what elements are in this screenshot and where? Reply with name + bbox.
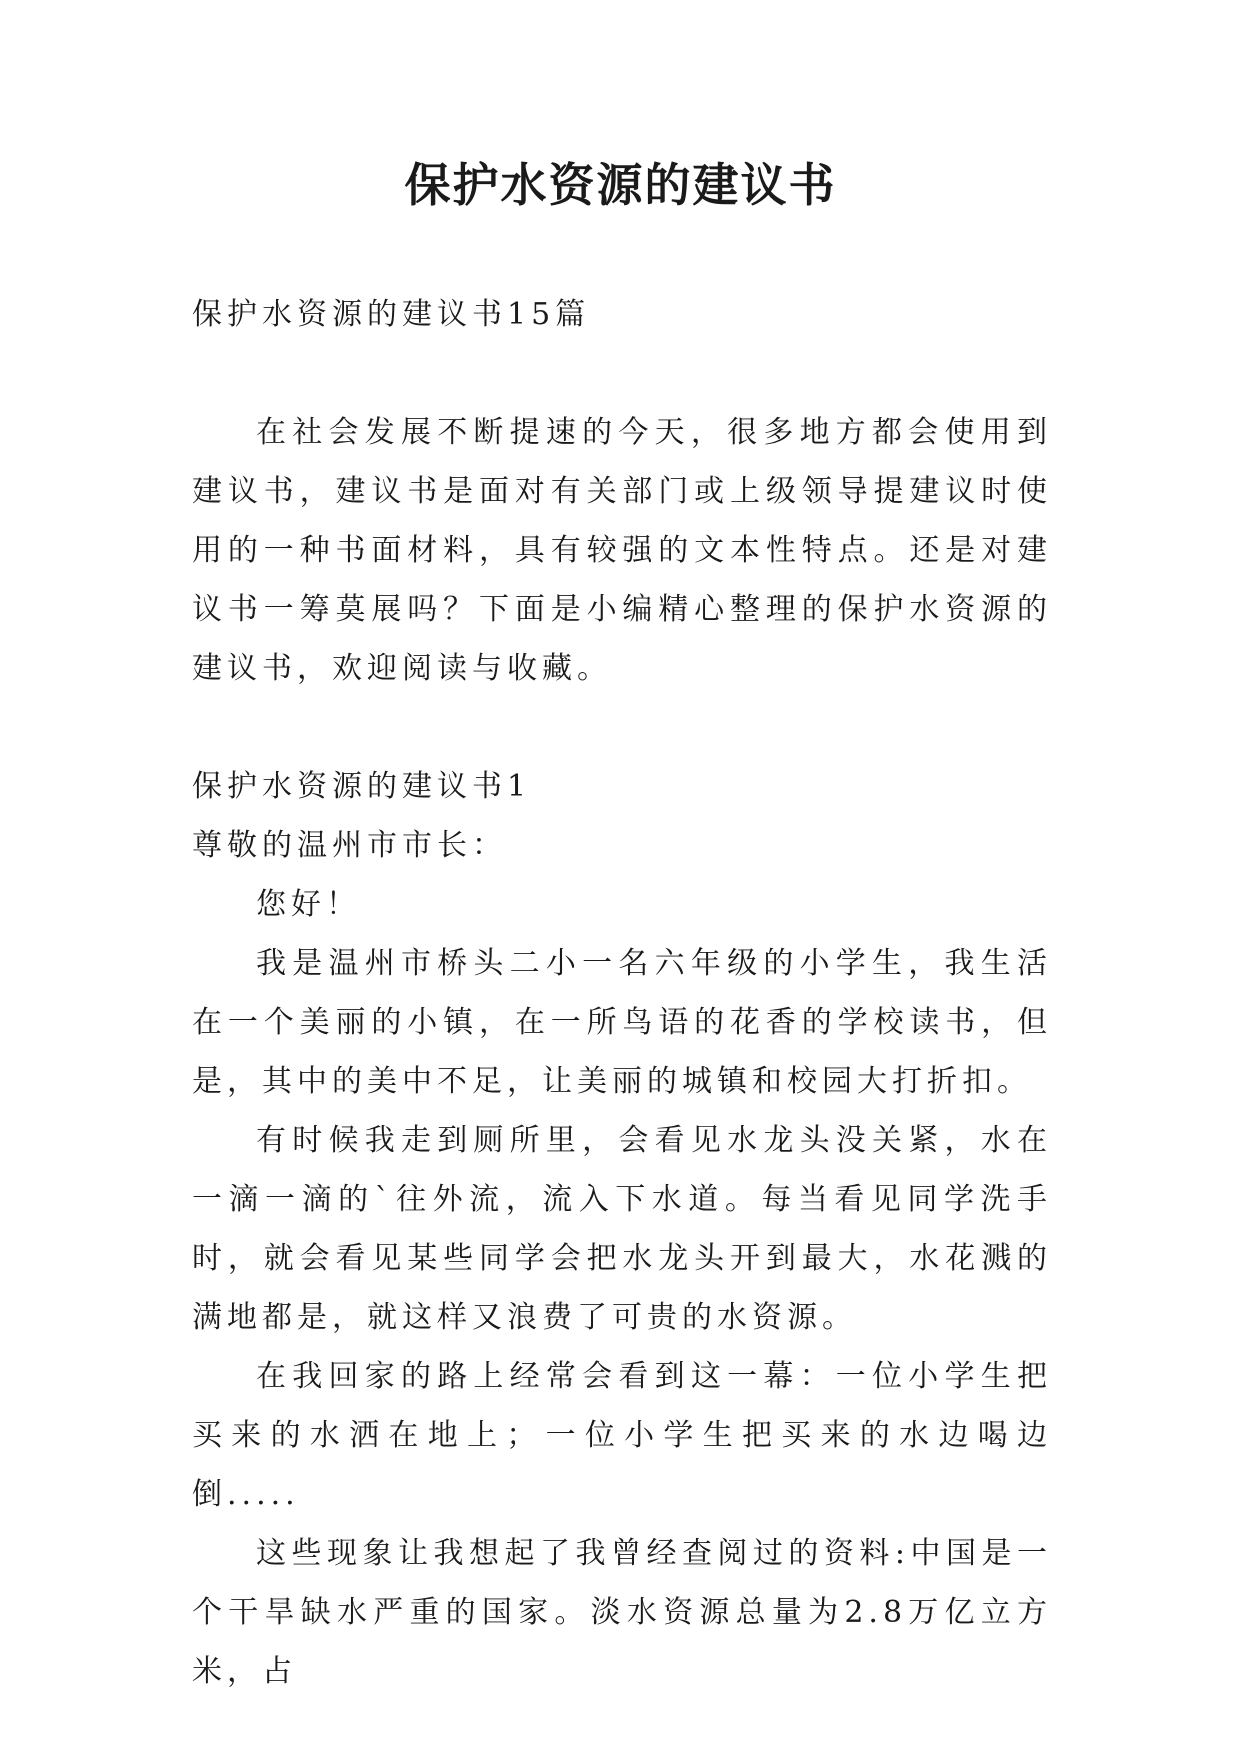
document-title: 保护水资源的建议书	[404, 158, 837, 212]
greeting: 您好！	[256, 887, 361, 922]
body-paragraph: 在我回家的路上经常会看到这一幕：一位小学生把买来的水洒在地上；一位小学生把买来的水边喝边倒.....	[192, 1359, 1052, 1512]
document-subtitle: 保护水资源的建议书15篇	[192, 297, 591, 332]
document-body	[192, 285, 1052, 1701]
spacer	[192, 698, 1052, 757]
spacer	[192, 344, 1052, 403]
section-heading: 保护水资源的建议书1	[192, 769, 532, 804]
body-paragraph: 我是温州市桥头二小一名六年级的小学生，我生活在一个美丽的小镇，在一所鸟语的花香的学校读书，但是，其中的美中不足，让美丽的城镇和校园大打折扣。	[192, 946, 1052, 1099]
body-paragraph: 有时候我走到厕所里，会看见水龙头没关紧，水在一滴一滴的`往外流，流入下水道。每当看见同学洗手时，就会看见某些同学会把水龙头开到最大，水花溅的满地都是，就这样又浪费了可贵的水资源。	[192, 1123, 1052, 1335]
body-paragraph: 这些现象让我想起了我曾经查阅过的资料:中国是一个干旱缺水严重的国家。淡水资源总量为2.8万亿立方米，占	[192, 1536, 1052, 1689]
intro-paragraph: 在社会发展不断提速的今天，很多地方都会使用到建议书，建议书是面对有关部门或上级领导提建议时使用的一种书面材料，具有较强的文本性特点。还是对建议书一筹莫展吗？下面是小编精心整理的保护水资源的建议书，欢迎阅读与收藏。	[192, 415, 1052, 686]
salutation: 尊敬的温州市市长：	[192, 828, 507, 863]
